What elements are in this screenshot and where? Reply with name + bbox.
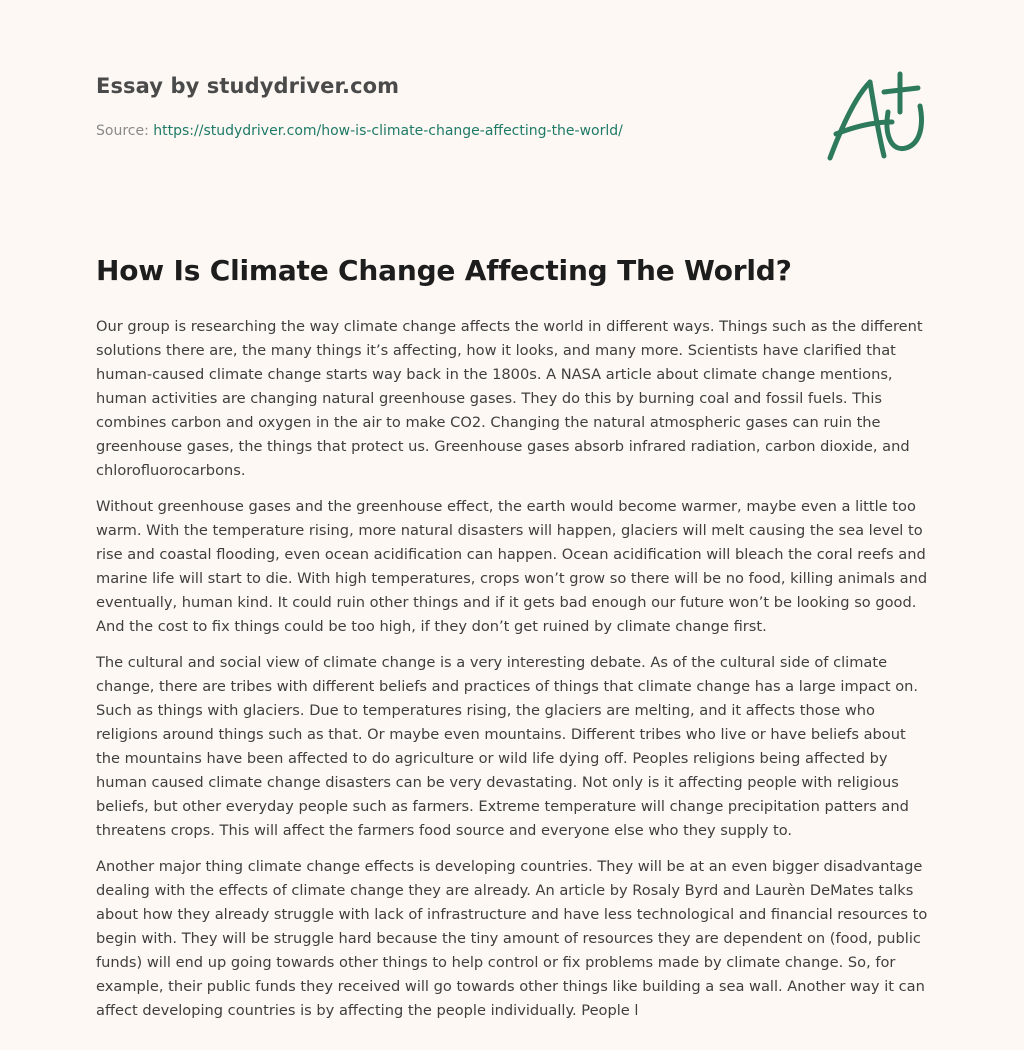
source-link[interactable]: https://studydriver.com/how-is-climate-change-affecting-the-world/ [153, 123, 623, 139]
essay-paragraph: Without greenhouse gases and the greenhouse effect, the earth would become warmer, maybe even a little too warm. With the temperature rising, more natural disasters will happen, glaciers will melt causing the sea level to rise and coastal flooding, even ocean acidification can happen. Ocean acidification will bleach the coral reefs and marine life will start to die. With high temperatures, crops won’t grow so there will be no food, killing animals and eventually, human kind. It could ruin other things and if it gets bad enough our future won’t be looking so good. And the cost to fix things could be too high, if they don’t get ruined by climate change first. [96, 498, 928, 635]
essay-paragraph: The cultural and social view of climate change is a very interesting debate. As of the cultural side of climate change, there are tribes with different beliefs and practices of things that climate change has a large impact on. Such as things with glaciers. Due to temperatures rising, the glaciers are melting, and it affects those who religions around things such as that. Or maybe even mountains. Different tribes who live or have beliefs about the mountains have been affected to do agriculture or wild life dying off. Peoples religions being affected by human caused climate change disasters can be very devastating. Not only is it affecting people with religious beliefs, but other everyday people such as farmers. Extreme temperature will change precipitation patters and threatens crops. This will affect the farmers food source and everyone else who they supply to. [96, 654, 919, 839]
a-plus-logo [822, 66, 930, 166]
source-line [96, 123, 623, 139]
essay-title: How Is Climate Change Affecting The World? [96, 254, 792, 287]
source-label: Source: [96, 123, 154, 139]
essay-paragraph: Our group is researching the way climate change affects the world in different ways. Things such as the different solutions there are, the many things it’s affecting, how it looks, and many more. Scientists have clarified that human-caused climate change starts way back in the 1800s. A NASA article about climate change mentions, human activities are changing natural greenhouse gases. They do this by burning coal and fossil fuels. This combines carbon and oxygen in the air to make CO2. Changing the natural atmospheric gases can ruin the greenhouse gases, the things that protect us. Greenhouse gases absorb infrared radiation, carbon dioxide, and chlorofluorocarbons. [96, 318, 923, 479]
site-title: Essay by studydriver.com [96, 74, 400, 98]
essay-body [96, 315, 934, 1035]
essay-paragraph: Another major thing climate change effects is developing countries. They will be at an even bigger disadvantage dealing with the effects of climate change they are already. An article by Rosaly Byrd and Laurèn DeMates talks about how they already struggle with lack of infrastructure and have less technological and financial resources to begin with. They will be struggle hard because the tiny amount of resources they are dependent on (food, public funds) will end up going towards other things to help control or fix problems made by climate change. So, for example, their public funds they received will go towards other things like building a sea wall. Another way it can affect developing countries is by affecting the people individually. People l [96, 858, 928, 1019]
